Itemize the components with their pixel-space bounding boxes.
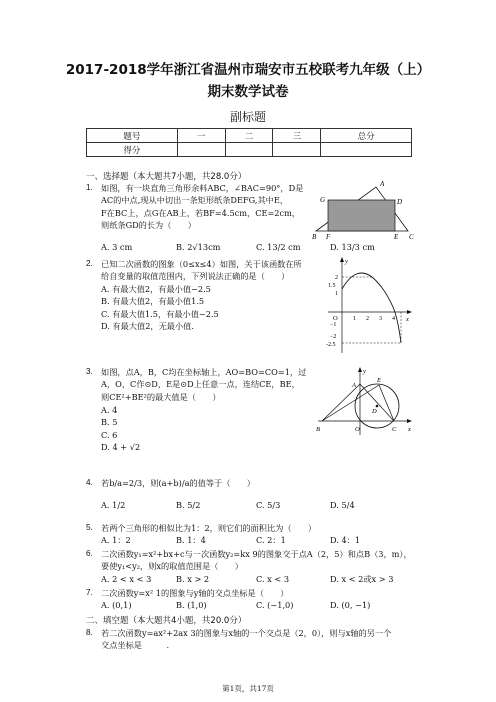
label-A: A (380, 180, 385, 188)
label-C: C (409, 233, 414, 239)
y-tick-label: −2 (330, 334, 337, 340)
question-3-text (101, 366, 306, 403)
option-c: C. 6 (101, 429, 118, 440)
page-number: 第1页，共17页 (222, 684, 274, 693)
question-line: AC的中点,现从中切出一条矩形纸条DEFG,其中E， (101, 195, 289, 206)
score-cell: 一 (177, 129, 225, 143)
score-cell (225, 143, 273, 157)
score-cell (177, 143, 225, 157)
option-a: A. (0,1) (101, 600, 132, 610)
label-A: A (352, 382, 356, 389)
exam-title-line1: 2017-2018学年浙江省温州市瑞安市五校联考九年级（上） (65, 62, 431, 78)
score-cell: 得分 (87, 143, 178, 157)
x-tick-label: 3 (379, 316, 382, 322)
score-cell: 二 (225, 129, 273, 143)
score-table (86, 128, 412, 157)
y-tick-label: -2.5 (326, 342, 336, 348)
option-c: C. (−1,0) (256, 600, 294, 610)
axis-label-x: x (408, 426, 411, 433)
question-line: 则CE²+BE²的最大值是（ ） (101, 391, 221, 402)
figure-2-parabola (318, 255, 414, 355)
question-2-text (101, 258, 302, 283)
question-line: 给自变量的取值范围内，下列说法正确的是（ ） (101, 271, 290, 282)
section-heading-choice: 一、选择题（本大题共7小题，共28.0分） (86, 172, 247, 182)
score-table-header-row (87, 129, 412, 143)
score-cell: 题号 (87, 129, 178, 143)
question-2-options (101, 283, 219, 333)
option-a: A. 1：2 (101, 535, 131, 545)
option-b: B. 1：4 (176, 535, 206, 545)
x-tick-label: 4 (392, 316, 395, 322)
axis-label-x: x (406, 316, 409, 323)
question-number: 3. (86, 367, 93, 376)
label-C: C (392, 426, 397, 433)
option-c: C. 13/2 cm (256, 242, 301, 252)
origin-label: O (333, 315, 338, 322)
axis-label-y: y (363, 368, 366, 375)
y-tick-label: 2 (335, 275, 338, 281)
question-line: 若二次函数y=ax²+2ax 3的图象与x轴的一个交点是（2，0），则与x轴的另一个 (101, 628, 392, 638)
question-number: 4. (86, 478, 93, 487)
option-c: C. 2：1 (256, 535, 286, 545)
question-number: 1. (86, 183, 93, 192)
question-line: 如图，有一块直角三角形余料ABC，∠BAC=90°，D是 (101, 183, 304, 193)
option-b: B. 5 (101, 417, 118, 428)
y-tick-label: 1.5 (328, 283, 336, 289)
score-cell (321, 143, 412, 157)
question-line: 二次函数y₁=x²+bx+c与一次函数y₂=kx 9的图象交于点A（2，5）和点B（3，m）， (101, 549, 412, 559)
label-G: G (320, 196, 326, 204)
option-c: C. 5/3 (256, 500, 281, 510)
label-B: B (316, 426, 320, 433)
question-number: 6. (86, 549, 93, 558)
question-number: 7. (86, 588, 93, 597)
score-table-score-row (87, 143, 412, 157)
option-b: B. 2√13cm (176, 242, 221, 252)
y-tick-label: 1 (335, 291, 338, 297)
question-line: F在BC上，点G在AB上，若BF=4.5cm，CE=2cm， (101, 207, 301, 218)
option-d: D. 有最大值2，无最小值. (101, 321, 194, 332)
figure-3-circle (314, 365, 416, 437)
score-cell (273, 143, 321, 157)
question-5-text: 若两个三角形的相似比为1：2，则它们的面积比为（ ） (101, 523, 317, 533)
question-number: 5. (86, 523, 93, 532)
option-c: C. x < 3 (256, 574, 290, 584)
y-tick-label: −1 (330, 322, 337, 328)
question-4-text: 若b/a=2/3，则(a+b)/a的值等于（ ） (101, 478, 255, 488)
question-1-text (101, 182, 303, 232)
question-line: 交点坐标是 . (101, 640, 170, 651)
label-D: D (372, 408, 377, 415)
option-a: A. 1/2 (101, 500, 126, 510)
section-heading-fill: 二、填空题（本大题共4小题，共20.0分） (86, 616, 247, 626)
option-a: A. 有最大值2，有最小值−2.5 (101, 284, 211, 294)
question-line: 则纸条GD的长为（ ） (101, 220, 196, 231)
option-d: D. 4：1 (330, 535, 361, 545)
option-a: A. 3 cm (101, 242, 133, 252)
question-3-options (101, 404, 140, 454)
option-c: C. 有最大值1.5，有最小值−2.5 (101, 308, 219, 319)
question-6-text (101, 548, 412, 573)
score-cell: 三 (273, 129, 321, 143)
option-a: A. 4 (101, 405, 118, 415)
exam-subtitle: 副标题 (229, 110, 266, 124)
label-E: E (377, 377, 381, 384)
figure-1-triangle (312, 177, 416, 239)
exam-title-line2: 期末数学试卷 (207, 84, 289, 100)
origin-label: O (355, 426, 360, 433)
option-b: B. 有最大值2，有最小值1.5 (101, 296, 205, 307)
question-8-text (101, 627, 391, 652)
label-F: F (326, 233, 331, 239)
question-number: 2. (86, 259, 93, 268)
question-line: A，O，C作⊙D，E是⊙D上任意一点，连结CE，BE， (101, 379, 300, 390)
x-tick-label: 1 (353, 316, 356, 322)
x-tick-label: 2 (366, 316, 369, 322)
label-B: B (312, 233, 317, 239)
question-line: 要使y₁<y₂，则x的取值范围是（ ） (101, 561, 243, 572)
question-7-text: 二次函数y=x² 1的图象与y轴的交点坐标是（ ） (101, 588, 289, 598)
question-line: 如图，点A，B，C均在坐标轴上，AO=BO=CO=1，过 (101, 367, 307, 377)
option-a: A. 2 < x < 3 (101, 574, 152, 584)
label-E: E (394, 233, 399, 239)
axis-label-y: y (345, 258, 348, 265)
option-d: D. 4 + √2 (101, 442, 141, 453)
option-d: D. 13/3 cm (330, 242, 375, 252)
option-b: B. 5/2 (176, 500, 201, 510)
option-d: D. (0, −1) (330, 600, 371, 610)
question-line: 已知二次函数的图象（0≤x≤4）如图，关于该函数在所 (101, 259, 302, 269)
option-b: B. (1,0) (176, 600, 207, 610)
label-D: D (397, 198, 403, 206)
option-b: B. x > 2 (176, 574, 210, 584)
option-d: D. x < 2或x > 3 (330, 574, 394, 584)
option-d: D. 5/4 (330, 500, 355, 510)
question-number: 8. (86, 628, 93, 637)
score-cell: 总分 (321, 129, 412, 143)
